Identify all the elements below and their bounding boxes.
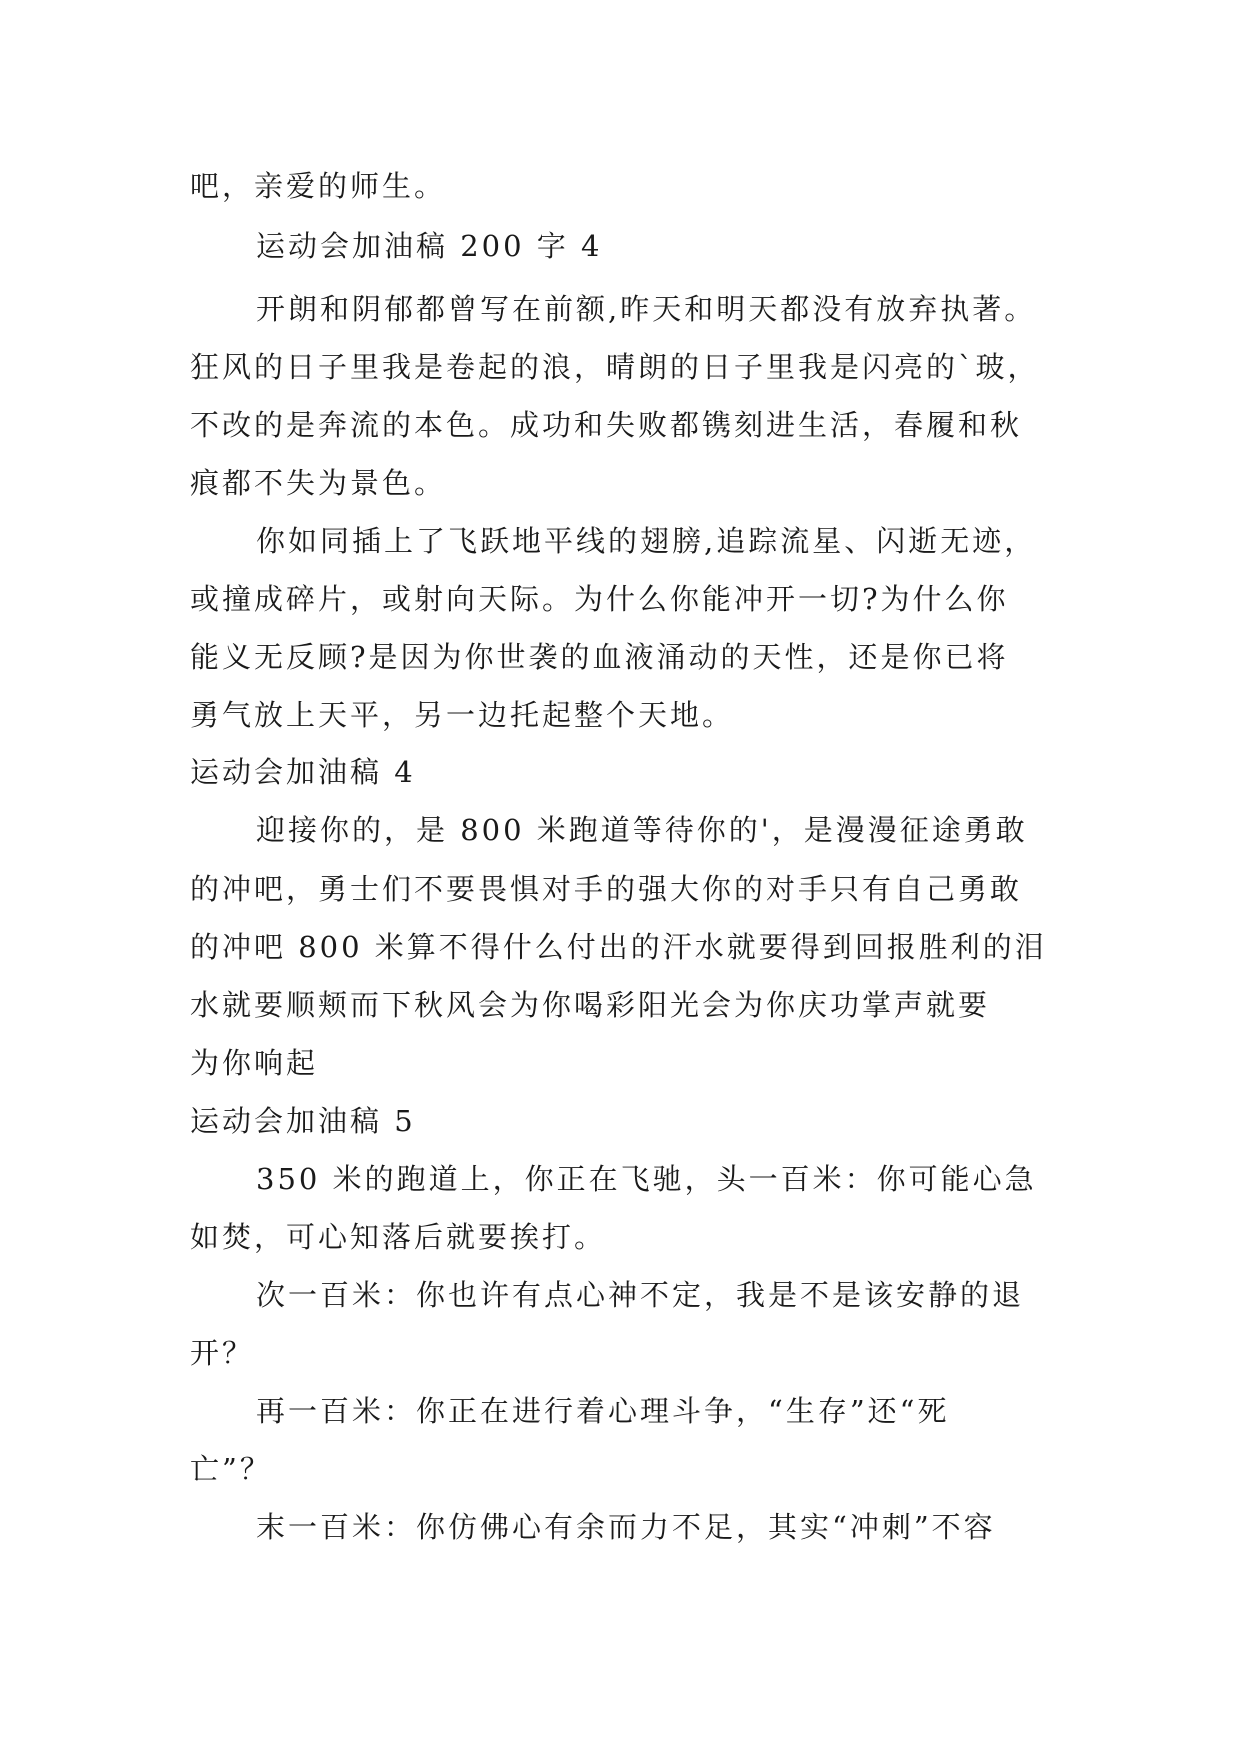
section-heading: 运动会加油稿 4 bbox=[190, 755, 416, 789]
paragraph-line: 的冲吧 800 米算不得什么付出的汗水就要得到回报胜利的泪 bbox=[190, 930, 1047, 964]
paragraph-line: 再一百米：你正在进行着心理斗争，“生存”还“死 bbox=[256, 1394, 950, 1428]
paragraph-line: 次一百米：你也许有点心神不定，我是不是该安静的退 bbox=[256, 1278, 1025, 1312]
paragraph-line: 水就要顺颊而下秋风会为你喝彩阳光会为你庆功掌声就要 bbox=[190, 988, 991, 1022]
paragraph-line: 为你响起 bbox=[190, 1046, 319, 1080]
paragraph-line: 狂风的日子里我是卷起的浪，晴朗的日子里我是闪亮的`玻， bbox=[190, 350, 1040, 384]
paragraph-line: 末一百米：你仿佛心有余而力不足，其实“冲刺”不容 bbox=[256, 1510, 996, 1544]
section-heading: 运动会加油稿 200 字 4 bbox=[256, 229, 603, 263]
paragraph-line: 如焚，可心知落后就要挨打。 bbox=[190, 1220, 607, 1254]
paragraph-line: 你如同插上了飞跃地平线的翅膀,追踪流星、闪逝无迹， bbox=[256, 524, 1037, 558]
paragraph-line: 能义无反顾?是因为你世袭的血液涌动的天性，还是你已将 bbox=[190, 640, 1009, 674]
paragraph-line: 亡”？ bbox=[190, 1452, 272, 1486]
paragraph-line: 350 米的跑道上，你正在飞驰，头一百米：你可能心急 bbox=[256, 1162, 1037, 1196]
paragraph-line: 吧，亲爱的师生。 bbox=[190, 169, 447, 203]
paragraph-line: 不改的是奔流的本色。成功和失败都镌刻进生活，春履和秋 bbox=[190, 408, 1023, 442]
section-heading: 运动会加油稿 5 bbox=[190, 1104, 416, 1138]
paragraph-line: 开朗和阴郁都曾写在前额,昨天和明天都没有放弃执著。 bbox=[256, 292, 1037, 326]
paragraph-line: 的冲吧，勇士们不要畏惧对手的强大你的对手只有自己勇敢 bbox=[190, 872, 1023, 906]
paragraph-line: 勇气放上天平，另一边托起整个天地。 bbox=[190, 698, 735, 732]
paragraph-line: 开？ bbox=[190, 1336, 255, 1370]
paragraph-line: 迎接你的，是 800 米跑道等待你的'，是漫漫征途勇敢 bbox=[256, 813, 1028, 847]
paragraph-line: 痕都不失为景色。 bbox=[190, 466, 447, 500]
paragraph-line: 或撞成碎片，或射向天际。为什么你能冲开一切?为什么你 bbox=[190, 582, 1009, 616]
